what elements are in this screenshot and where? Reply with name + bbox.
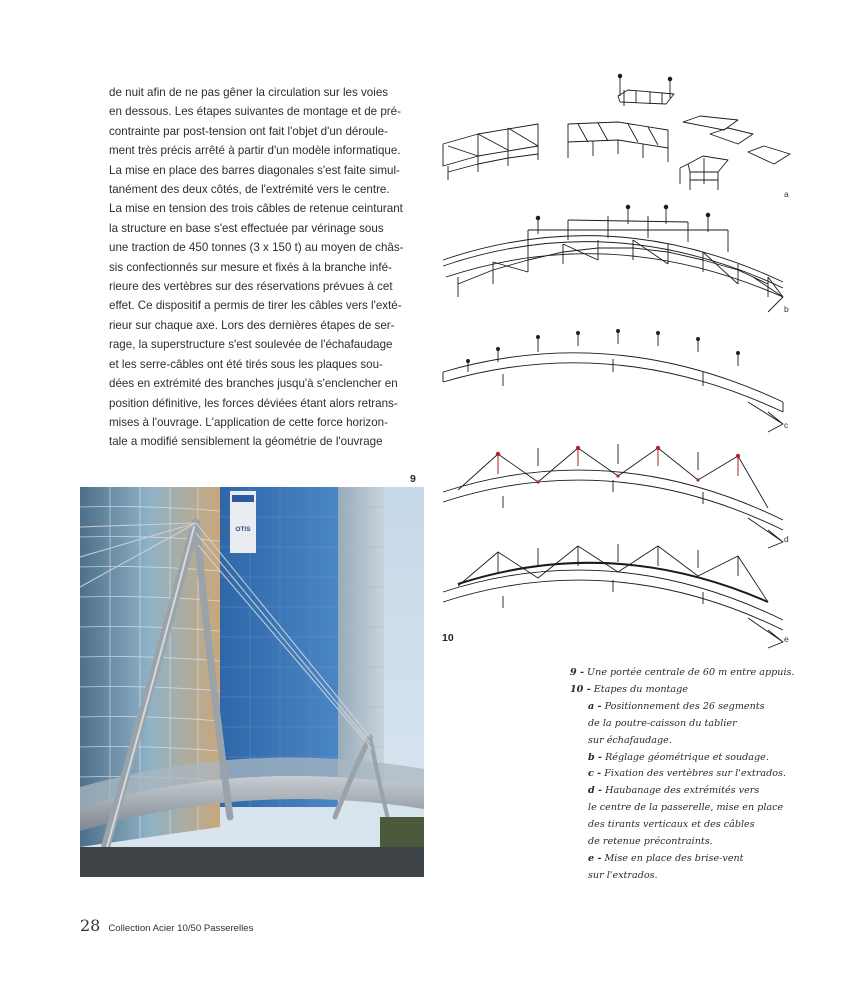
- body-line: ment très précis arrêté à partir d'un modèle informatique.: [109, 144, 401, 158]
- body-line: de nuit afin de ne pas gêner la circulation sur les voies: [109, 86, 389, 99]
- stage-label-b: b: [784, 304, 789, 314]
- caption-stage-a-line: sur échafaudage.: [588, 734, 672, 746]
- figure-9-number: 9: [410, 473, 416, 485]
- bridge-photo: [80, 487, 424, 877]
- body-text: [109, 83, 427, 452]
- body-line: tale a modifié sensiblement la géométrie de l'ouvrage: [109, 435, 383, 449]
- body-line: contrainte par post-tension ont fait l'objet d'un déroule-: [109, 124, 388, 138]
- body-line: mises à l'ouvrage. L'application de cette force horizon-: [109, 415, 388, 429]
- stage-a-drawing: [443, 74, 790, 190]
- stage-b-drawing: [443, 205, 783, 312]
- caption-stage-d-line: des tirants verticaux et des câbles: [588, 819, 755, 831]
- collection-title: Collection Acier 10/50 Passerelles: [108, 923, 254, 934]
- caption-stage-a-line: de la poutre-caisson du tablier: [588, 717, 737, 729]
- figure-10-number: 10: [442, 632, 454, 644]
- caption-fig10: 10 - Etapes du montage: [570, 683, 688, 695]
- page-footer: [80, 916, 253, 935]
- body-line: la structure en base s'est effectuée par vérinage sous: [109, 221, 384, 235]
- caption-stage-b: b - Réglage géométrique et soudage.: [588, 751, 769, 763]
- stage-label-e: e: [784, 634, 789, 644]
- body-line: La mise en place des barres diagonales s'est faite simul-: [109, 163, 400, 177]
- caption-stage-e-line: sur l'extrados.: [588, 869, 658, 881]
- assembly-stages-drawing: [438, 72, 793, 652]
- body-line: une traction de 450 tonnes (3 x 150 t) au moyen de châs-: [109, 241, 404, 255]
- stage-e-drawing: [443, 544, 783, 648]
- body-line: rieure des vertèbres sur des réservations prévues à cet: [109, 280, 393, 294]
- body-line: dées en extrémité des branches jusqu'à s'enclencher en: [109, 377, 398, 391]
- otis-sign: OTIS: [235, 526, 251, 533]
- body-line: sis confectionnés sur mesure et fixés à la branche infé-: [109, 260, 392, 274]
- caption-stage-d-line: de retenue précontraints.: [588, 836, 713, 848]
- body-line: tanément des deux côtés, de l'extrémité vers le centre.: [109, 183, 390, 197]
- stage-c-drawing: [443, 330, 783, 433]
- page-number: 28: [80, 916, 101, 935]
- body-line: rieur sur chaque axe. Lors des dernières étapes de ser-: [109, 318, 395, 332]
- caption-stage-e: e - Mise en place des brise-vent: [588, 852, 744, 864]
- body-line: en dessous. Les étapes suivantes de montage et de pré-: [109, 105, 401, 119]
- caption-stage-c: c - Fixation des vertèbres sur l'extrados.: [588, 768, 786, 780]
- caption-stage-d: d - Haubanage des extrémités vers: [588, 785, 760, 797]
- stage-label-d: d: [784, 534, 789, 544]
- body-line: La mise en tension des trois câbles de retenue ceinturant: [109, 202, 403, 216]
- body-line: effet. Ce dispositif a permis de tirer les câbles vers l'exté-: [109, 299, 402, 313]
- figure-captions: [570, 665, 810, 885]
- caption-stage-d-line: le centre de la passerelle, mise en place: [588, 802, 784, 814]
- stage-d-drawing: [443, 444, 783, 548]
- stage-label-c: c: [784, 420, 789, 430]
- body-line: position définitive, les forces déviées étant alors retrans-: [109, 396, 398, 410]
- stage-label-a: a: [784, 189, 789, 199]
- caption-fig9: 9 - Une portée centrale de 60 m entre appuis.: [570, 667, 795, 678]
- caption-stage-a: a - Positionnement des 26 segments: [588, 700, 765, 712]
- body-line: et les serre-câbles ont été tirés sous les plaques sou-: [109, 357, 383, 371]
- body-line: rage, la superstructure s'est soulevée de l'échafaudage: [109, 338, 393, 352]
